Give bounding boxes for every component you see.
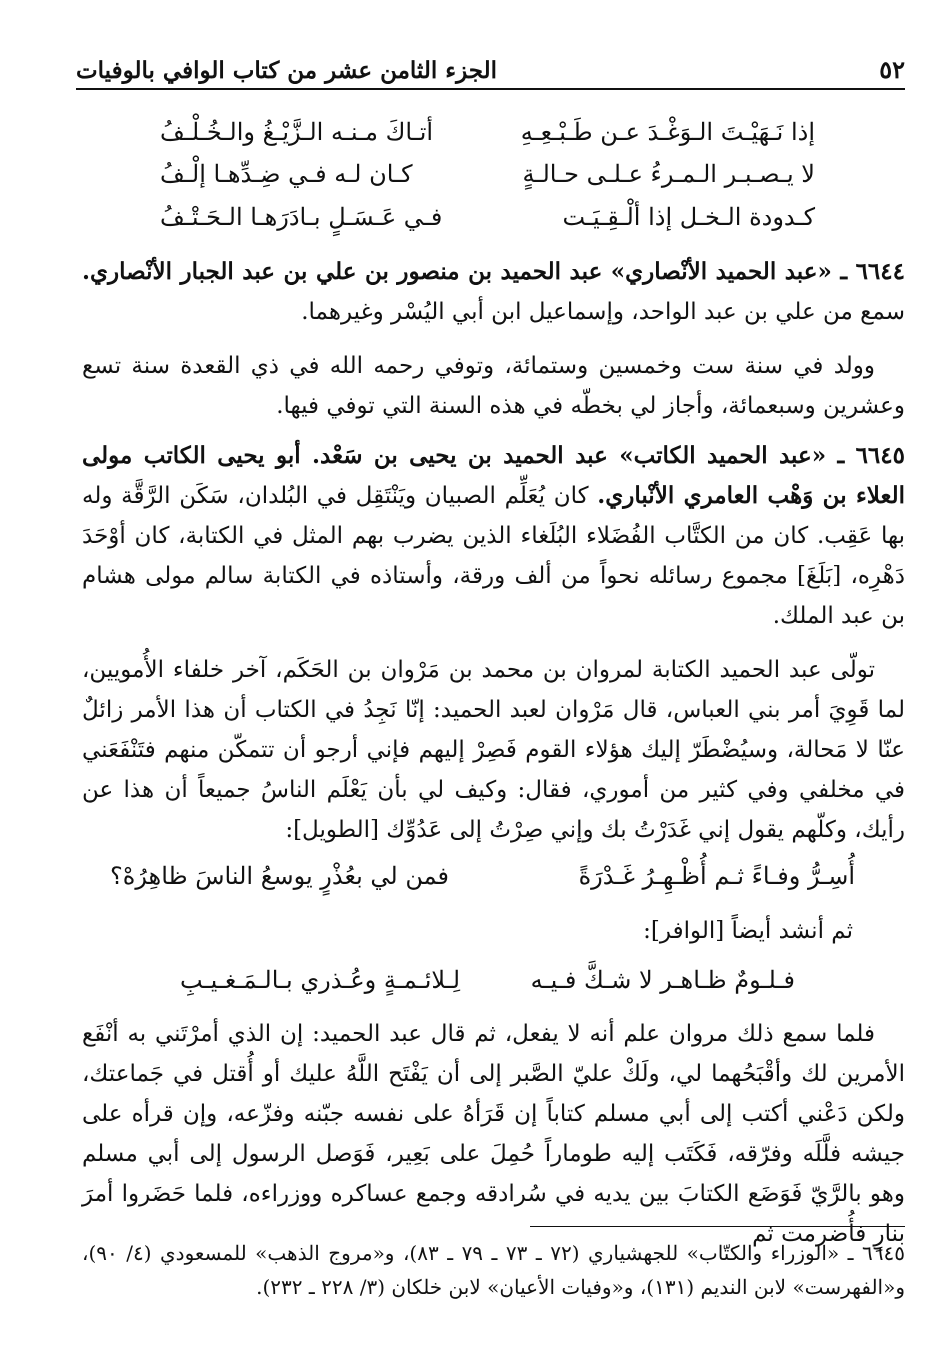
entry-heading: ٦٦٤٤ ـ «عبد الحميد الأنْصاري» عبد الحميد بن منصور بن علي بن عبد الجبار الأنْصاري. [82, 258, 905, 285]
verse-second-hemistich: أتـاكَ مـنـه الـزَّيْـغُ والـخُـلْـفُ [160, 118, 434, 146]
verse-first-hemistich: فـلـومٌ ظـاهـر لا شـكَّ فـيـه [530, 966, 795, 994]
entry-6644-paragraph: وولد في سنة ست وخمسين وستمائة، وتوفي رحمه الله في ذي القعدة سنة تسع وعشرين وسبعمائة، وأجاز لي بخطّه في هذه السنة التي توفي فيها. [82, 353, 905, 419]
entry-6645-paragraph-4: فلما سمع ذلك مروان علم أنه لا يفعل، ثم قال عبد الحميد: إن الذي أمرْتَني به أنْفَع الأمرين لك وأقْبَحُهما لي، ولَكْ عليّ الصَّبر إلى أن يَفْتَح اللَّهُ عليك أو أُقتل في جَماعتك، ولكن دَعْني أكتب إلى أبي مسلم كتاباً إن قَرَأهُ على نفسه جبّنه وفزّعه، وإن قرأه على جيشه فلَّلَه وفرّقه، فَكَتَب إليه طوماراً حُمِلَ على بَعِير، فَوَصل الرسول إلى أبي مسلم وهو بالرَّيّ فَوَضَع الكتابَ بين يديه في سُرادقه وجمع عساكره ووزراءه، فلما حَضَروا أمرَ بنارٍ فأُضرمت ثم [82, 1021, 905, 1247]
footnote-separator [530, 1226, 905, 1227]
entry-6645-paragraph-2: تولّى عبد الحميد الكتابة لمروان بن محمد بن مَرْوان بن الحَكَم، آخر خلفاء الأُمويين، لما قَوِيَ أمر بني العباس، قال مَرْوان لعبد الحميد: إنّا نَجِدُ في الكتاب أن هذا الأمر زائلٌ عنّا لا مَحالة، وسيُضْطَرّ إليك هؤلاء القوم فَصِرْ إليهم فإني أرجو أن تتمكّن منهم فتَنْفَعَني في مخلفي وفي كثير من أموري، فقال: وكيف لي بأن يَعْلَم الناسُ جميعاً أن هذا عن رأيك، وكلّهم يقول إني غَدَرْتُ بك وإني صِرْتُ إلى عَدُوِّك [الطويل]: [82, 657, 906, 843]
verse-first-hemistich: لا يـصـبـر الـمـرءُ عـلـى حـالـةٍ [522, 160, 815, 188]
running-header [76, 44, 905, 90]
entry-heading: ٦٦٤٥ ـ «عبد الحميد الكاتب» عبد الحميد بن يحيى بن سَعْد. أبو يحيى الكاتب مولى العلاء بن وَهْب العامري الأنْباري. [82, 442, 906, 509]
verse-second-hemistich: لِـلائـمـةٍ وعُـذري بـالـمَـغـيـبِ [180, 966, 461, 994]
entry-intro: سمع من علي بن عبد الواحد، وإسماعيل ابن أبي اليُسْر وغيرهما. [301, 299, 905, 325]
entry-paragraph: كان يُعَلِّم الصبيان ويَنْتَقِل في البُلدان، سَكَن الرَّقَّة وله بها عَقِب. كان من الكتَّاب الفُضَلاء البُلَغاء الذين يضرب بهم المثل في الكتابة، كان أوْحَدَ دَهْرِه، [بَلَغَ] مجموع رسائله نحواً من ألف ورقة، وأستاذه في الكتابة سالم مولى هشام بن عبد الملك. [82, 483, 905, 629]
footnote: ٦٦٤٥ ـ «الوزراء والكتّاب» للجهشياري (٧٢ ـ ٧٣ ـ ٧٩ ـ ٨٣)، و«مروج الذهب» للمسعودي (٤/ ٩٠)، و«الفهرست» لابن النديم (١٣١)، و«وفيات الأعيان» لابن خلكان (٣/ ٢٢٨ ـ ٢٣٢). [82, 1241, 906, 1299]
verse-second-hemistich: فمن لي بعُذْرٍ يوسعُ الناسَ ظاهِرُهْ؟ [110, 862, 449, 890]
verse-line-1 [160, 118, 815, 154]
verse-line-2 [160, 160, 815, 196]
entry-6644 [82, 252, 905, 332]
verse-second-hemistich: كـان لـه فـي ضِـدِّهـا إلْـفُ [160, 160, 413, 188]
entry-6645 [82, 436, 905, 636]
verse-wafir [180, 966, 795, 1002]
verse-first-hemistich: كـدودة الـخـل إذا ألْـقِـيَـت [562, 203, 815, 231]
verse-tawil [110, 862, 855, 898]
running-title: الجزء الثامن عشر من كتاب الوافي بالوفيات [76, 57, 498, 84]
entry-6645-paragraph-3: ثم أنشد أيضاً [الوافر]: [643, 918, 853, 944]
verse-line-3 [160, 203, 815, 239]
verse-first-hemistich: أُسِـرُّ وفـاءً ثـم أُظْـهِـرُ غَـدْرَةً [578, 862, 855, 890]
verse-second-hemistich: فـي عَـسَـلٍ بـادَرَهـا الـحَـتْـفُ [160, 203, 443, 231]
page-number: ٥٢ [879, 55, 905, 84]
verse-first-hemistich: إذا نَـهَيْـتَ الـوَغْـدَ عـن طَـبْـعِـهِ [520, 118, 815, 146]
